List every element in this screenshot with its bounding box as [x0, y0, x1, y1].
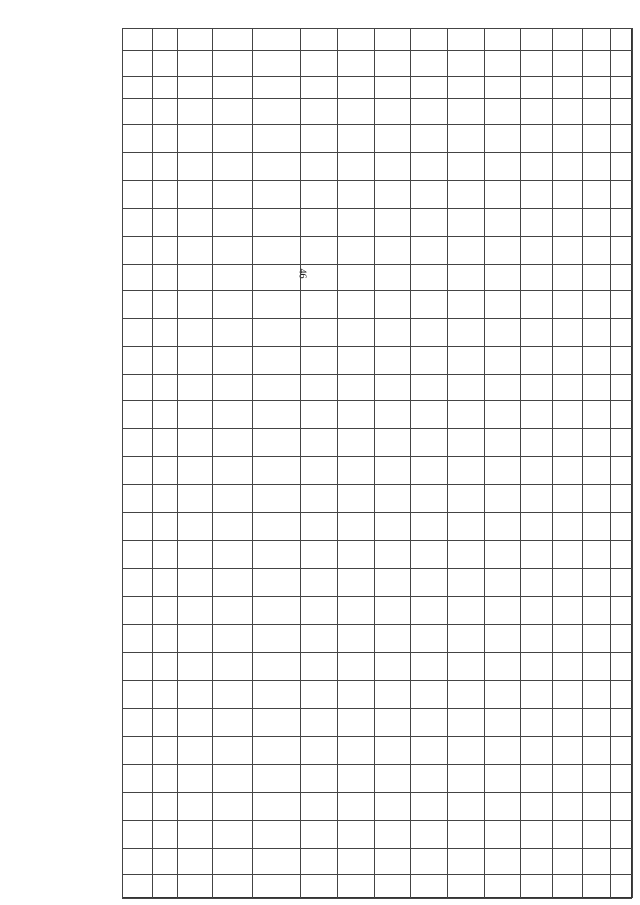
table-row-rule [122, 236, 632, 237]
table-column-rule [212, 28, 213, 898]
table-row-rule [122, 76, 632, 77]
table-column-rule [152, 28, 153, 898]
table-row-rule [122, 484, 632, 485]
table-column-rule [252, 28, 253, 898]
table-column-rule [484, 28, 485, 898]
table-column-rule [122, 28, 123, 898]
table-row-rule [122, 874, 632, 875]
table-row-rule [122, 848, 632, 849]
table-column-rule [520, 28, 521, 898]
table-column-rule [582, 28, 583, 898]
table-row-rule [122, 652, 632, 653]
table-column-rule [447, 28, 448, 898]
table-row-rule [122, 428, 632, 429]
table-column-rule [337, 28, 338, 898]
table-column-rule [610, 28, 611, 898]
table-row-rule [122, 264, 632, 265]
table-row-rule [122, 152, 632, 153]
table-column-rule [300, 28, 301, 898]
table-column-rule [410, 28, 411, 898]
table-row-rule [122, 596, 632, 597]
table-column-rule [552, 28, 553, 898]
table-grid [122, 28, 632, 898]
table-row-rule [122, 792, 632, 793]
table-border [122, 28, 632, 898]
table-row-rule [122, 568, 632, 569]
table-row-rule [122, 124, 632, 125]
table-row-rule [122, 346, 632, 347]
table-row-rule [122, 456, 632, 457]
table-row-rule [122, 736, 632, 737]
table-row-rule [122, 374, 632, 375]
table-row-rule [122, 290, 632, 291]
table-row-rule [122, 28, 632, 29]
table-row-rule [122, 318, 632, 319]
table-row-rule [122, 820, 632, 821]
table-row-rule [122, 400, 632, 401]
table-row-rule [122, 540, 632, 541]
table-column-rule [177, 28, 178, 898]
table-row-rule [122, 708, 632, 709]
table-row-rule [122, 208, 632, 209]
table-row-rule [122, 624, 632, 625]
table-column-rule [632, 28, 633, 898]
table-row-rule [122, 98, 632, 99]
table-row-rule [122, 764, 632, 765]
table-row-rule [122, 898, 632, 899]
table-row-rule [122, 680, 632, 681]
page-number: 46 [296, 268, 308, 279]
table-row-rule [122, 512, 632, 513]
table-row-rule [122, 180, 632, 181]
table-column-rule [374, 28, 375, 898]
table-row-rule [122, 50, 632, 51]
